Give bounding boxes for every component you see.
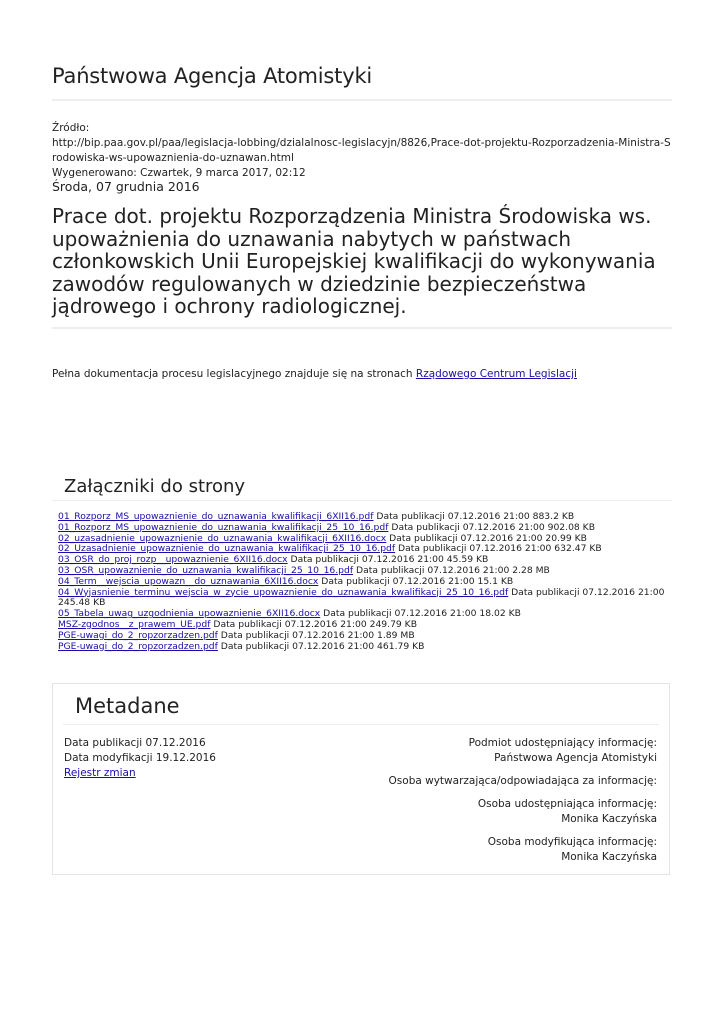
article-date: Środa, 07 grudnia 2016 <box>52 179 200 194</box>
provider-label: Podmiot udostępniający informację: <box>468 737 657 749</box>
attachment-link[interactable]: 02_Uzasadnienie_upowaznienie_do_uznawania_kwalifikacji_25_10_16.pdf <box>58 543 396 555</box>
metadata-divider <box>63 724 659 725</box>
attachment-link[interactable]: PGE-uwagi_do_2_ropzorzadzen.pdf <box>58 629 218 641</box>
author-group <box>337 774 657 789</box>
site-title: Państwowa Agencja Atomistyki <box>52 64 373 88</box>
attachment-info: Data publikacji 07.12.2016 21:00 15.1 KB <box>318 575 514 587</box>
attachment-link[interactable]: 05_Tabela_uwag_uzgodnienia_upowaznienie_6XII16.docx <box>58 608 321 620</box>
metadata-responsible <box>337 736 657 873</box>
attachment-info: Data publikacji 07.12.2016 21:00 883.2 KB <box>373 511 575 522</box>
intro-text: Pełna dokumentacja procesu legislacyjnego znajduje się na stronach <box>52 368 416 380</box>
attachment-link[interactable]: 03_OSR_do_proj_rozp__upowaznienie_6XII16.docx <box>58 554 288 566</box>
attachment-link[interactable]: PGE-uwagi_do_2_ropzorzadzen.pdf <box>58 640 218 652</box>
metadata-title: Metadane <box>75 694 180 718</box>
attachments-divider <box>52 500 672 501</box>
header-divider <box>52 99 672 101</box>
attachment-info: Data publikacji 07.12.2016 21:00 245.48 KB <box>58 586 665 609</box>
attachment-link[interactable]: 02_uzasadnienie_upowaznienie_do_uznawania_kwalifikacji_6XII16.docx <box>58 532 387 544</box>
modifier-group <box>337 835 657 865</box>
attachments-list <box>58 512 670 652</box>
intro-paragraph <box>52 368 577 380</box>
attachment-link[interactable]: 04_Term__wejscia_upowazn__do_uznawania_6XII16.docx <box>58 575 319 587</box>
publication-date: Data publikacji 07.12.2016 <box>64 737 206 749</box>
sharer-label: Osoba udostępniająca informację: <box>477 798 657 810</box>
attachment-link[interactable]: 04_Wyjasnienie_terminu_wejscia_w_zycie_upowaznienie_do_uznawania_kwalifikacji_25_10_16.pdf <box>58 586 509 598</box>
article-title: Prace dot. projektu Rozporządzenia Ministra Środowiska ws. upoważnienia do uznawania nabytych w państwach członkowskich Unii Europejskiej kwalifikacji do wykonywania zawodów regulowanych w dziedzinie bezpieczeństwa jądrowego i ochrony radiologicznej. <box>52 204 656 318</box>
attachment-info: Data publikacji 07.12.2016 21:00 461.79 KB <box>217 640 425 652</box>
metadata-dates <box>64 736 216 781</box>
provider-value: Państwowa Agencja Atomistyki <box>494 752 657 764</box>
title-divider <box>52 327 672 329</box>
sharer-value: Monika Kaczyńska <box>561 813 657 825</box>
author-label: Osoba wytwarzająca/odpowiadająca za informację: <box>388 775 657 787</box>
modifier-label: Osoba modyfikująca informację: <box>487 836 657 848</box>
attachment-info: Data publikacji 07.12.2016 21:00 45.59 KB <box>287 554 489 566</box>
attachment-info: Data publikacji 07.12.2016 21:00 2.28 MB <box>353 564 550 576</box>
generated-timestamp: Wygenerowano: Czwartek, 9 marca 2017, 02:12 <box>52 167 306 179</box>
attachments-title: Załączniki do strony <box>64 476 246 497</box>
attachment-info: Data publikacji 07.12.2016 21:00 249.79 KB <box>210 618 418 630</box>
attachment-info: Data publikacji 07.12.2016 21:00 18.02 KB <box>320 608 521 620</box>
attachment-info: Data publikacji 07.12.2016 21:00 902.08 KB <box>388 521 596 533</box>
attachment-row <box>58 588 670 610</box>
change-log-link[interactable]: Rejestr zmian <box>64 767 136 779</box>
attachment-link[interactable]: 01_Rozporz_MS_upowaznienie_do_uznawania_kwalifikacji_6XII16.pdf <box>58 511 374 522</box>
rcl-link[interactable]: Rządowego Centrum Legislacji <box>415 368 577 380</box>
sharer-group <box>337 797 657 827</box>
provider-group <box>337 736 657 766</box>
modification-date: Data modyfikacji 19.12.2016 <box>64 752 216 764</box>
attachment-row <box>58 642 670 653</box>
attachment-info: Data publikacji 07.12.2016 21:00 632.47 KB <box>395 543 602 555</box>
source-url: http://bip.paa.gov.pl/paa/legislacja-lobbing/dzialalnosc-legislacyjn/8826,Prace-dot-projektu-Rozporzadzenia-Ministra-Srodowiska-ws-upowaznienia-do-uznawan.html <box>52 137 671 164</box>
source-block <box>52 121 674 181</box>
attachment-info: Data publikacji 07.12.2016 21:00 20.99 KB <box>386 532 587 544</box>
modifier-value: Monika Kaczyńska <box>561 851 657 863</box>
attachment-link[interactable]: 03_OSR_upowaznienie_do_uznawania_kwalifikacji_25_10_16.pdf <box>58 564 354 576</box>
attachment-link[interactable]: 01_Rozporz_MS_upowaznienie_do_uznawania_kwalifikacji_25_10_16.pdf <box>58 521 389 533</box>
attachment-link[interactable]: MSZ-zgodnos__z_prawem_UE.pdf <box>58 618 211 630</box>
attachment-info: Data publikacji 07.12.2016 21:00 1.89 MB <box>217 629 415 641</box>
metadata-panel <box>52 683 670 875</box>
source-label: Źródło: <box>52 122 90 134</box>
